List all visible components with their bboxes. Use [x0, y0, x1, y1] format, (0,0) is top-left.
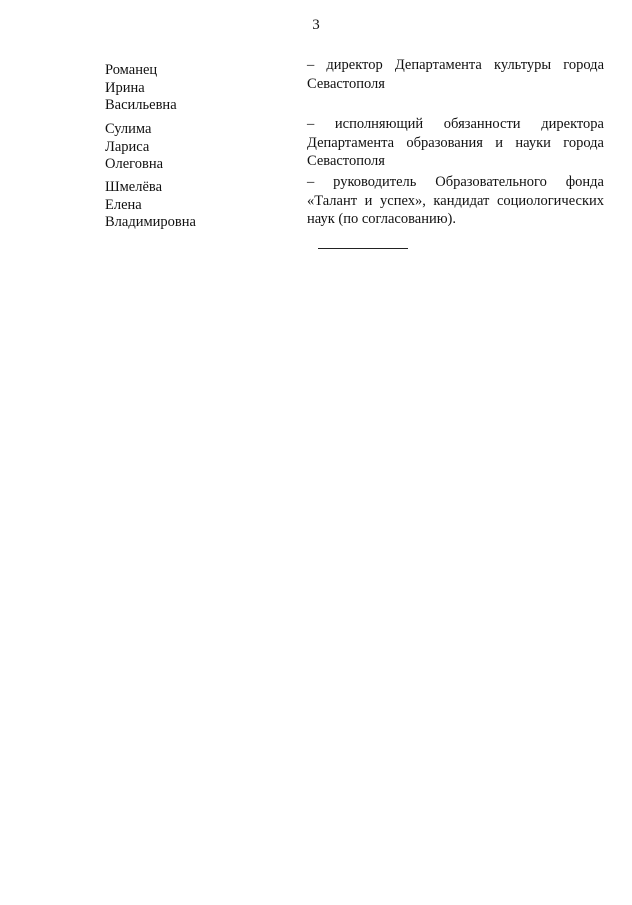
member-first-name: Елена — [105, 196, 142, 213]
member-role — [307, 115, 604, 171]
role-line: – директор Департамента культуры города — [307, 57, 604, 73]
page-number: 3 — [312, 17, 320, 33]
member-patronymic: Олеговна — [105, 156, 164, 172]
member-name — [105, 62, 285, 115]
member-name — [105, 179, 285, 232]
member-role — [307, 173, 604, 229]
end-of-list-rule — [318, 248, 408, 249]
member-first-name: Лариса — [105, 138, 150, 155]
role-line: – руководитель Образовательного фонда — [307, 174, 604, 190]
role-line: наук (по согласованию). — [307, 211, 456, 227]
member-surname: Романец — [105, 62, 158, 78]
role-line: Департамента образования и науки города — [307, 134, 604, 151]
member-surname: Шмелёва — [105, 179, 163, 195]
member-name — [105, 121, 285, 174]
member-role — [307, 56, 604, 93]
member-patronymic: Васильевна — [105, 97, 177, 113]
role-line: «Талант и успех», кандидат социологических — [307, 192, 604, 209]
member-patronymic: Владимировна — [105, 214, 196, 230]
role-line: Севастополя — [307, 153, 385, 169]
member-surname: Сулима — [105, 121, 152, 137]
member-first-name: Ирина — [105, 79, 145, 96]
role-line: – исполняющий обязанности директора — [307, 116, 604, 132]
role-line: Севастополя — [307, 75, 385, 92]
